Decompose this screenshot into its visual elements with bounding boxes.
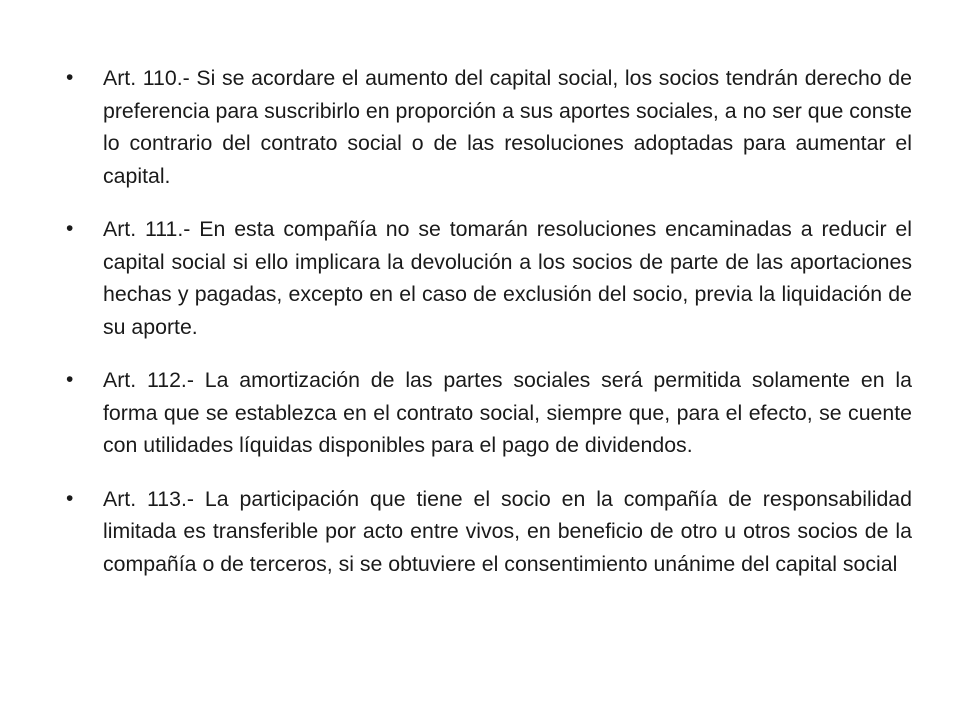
bullet-text: Art. 113.- La participación que tiene el socio en la compañía de responsabilidad limitada es transferible por acto entre vivos, en beneficio de otro u otros socios de la compañía o de terceros, si se obtuviere el consentimiento unánime del capital social — [103, 486, 912, 576]
bullet-text: Art. 112.- La amortización de las partes sociales será permitida solamente en la forma que se establezca en el contrato social, siempre que, para el efecto, se cuente con utilidades líquidas disponibles para el pago de dividendos. — [103, 368, 912, 457]
bullet-item-art-112 — [66, 364, 912, 462]
bullet-list — [66, 62, 912, 601]
bullet-item-art-113 — [66, 483, 912, 581]
bullet-icon: • — [66, 66, 74, 89]
bullet-icon: • — [66, 368, 74, 391]
bullet-icon: • — [66, 217, 74, 240]
bullet-icon: • — [66, 486, 74, 510]
bullet-text: Art. 111.- En esta compañía no se tomarán resoluciones encaminadas a reducir el capital social si ello implicara la devolución a los socios de parte de las aportaciones hechas y pagadas, excepto en el caso de exclusión del socio, previa la liquidación de su aporte. — [103, 217, 912, 339]
bullet-item-art-111 — [66, 213, 912, 343]
bullet-text: Art. 110.- Si se acordare el aumento del capital social, los socios tendrán derecho de preferencia para suscribirlo en proporción a sus aportes sociales, a no ser que conste lo contrario del contrato social o de las resoluciones adoptadas para aumentar el capital. — [103, 66, 912, 188]
bullet-item-art-110 — [66, 62, 912, 192]
